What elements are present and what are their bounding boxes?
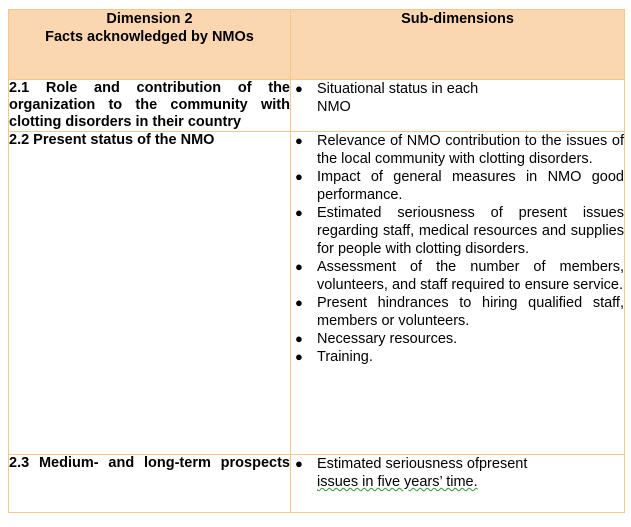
- header-dimension-subtitle: Facts acknowledged by NMOs: [45, 29, 254, 45]
- row-label: 2.3 Medium- and long-term prospects: [9, 455, 291, 513]
- row-subdimensions: [291, 455, 625, 513]
- list-item: [291, 455, 624, 491]
- row-label: 2.2 Present status of the NMO: [9, 132, 291, 455]
- table-row: [9, 132, 625, 455]
- list-item-text: Relevance of NMO contribution to the issues of the local community with clotting disorders.: [317, 133, 624, 167]
- header-dimension-title: Dimension 2: [106, 11, 193, 27]
- row-subdimensions: [291, 132, 625, 455]
- row-label: 2.1 Role and contribution of the organization to the community with clotting disorders in their country: [9, 80, 290, 130]
- list-item-text: Situational status in each NMO: [317, 81, 479, 115]
- list-item-text-continued: issues in five years’ time.: [317, 474, 478, 490]
- bullet-icon: ●: [295, 133, 303, 148]
- list-item-text: Estimated seriousness ofpresent: [317, 456, 528, 472]
- table-row: [9, 455, 625, 513]
- list-item-text: Training.: [317, 349, 373, 365]
- list-item: [291, 168, 624, 204]
- header-subdimensions: Sub-dimensions: [291, 10, 625, 80]
- row-subdimensions: [291, 80, 625, 132]
- bullet-icon: ●: [295, 331, 303, 346]
- bullet-icon: ●: [295, 456, 303, 471]
- list-item: [291, 258, 624, 294]
- list-item-text: Necessary resources.: [317, 331, 458, 347]
- bullet-icon: ●: [295, 295, 303, 310]
- bullet-icon: ●: [295, 169, 303, 184]
- header-dimension: [9, 10, 291, 80]
- table-row: [9, 80, 625, 132]
- bullet-icon: ●: [295, 205, 303, 220]
- list-item: [291, 348, 624, 366]
- list-item: [291, 204, 624, 258]
- header-row: [9, 10, 625, 80]
- list-item: [291, 294, 624, 330]
- dimension-table: [8, 9, 625, 513]
- list-item-text: Estimated seriousness of present issues regarding staff, medical resources and supplies for people with clotting disorders.: [317, 205, 624, 257]
- list-item-text: Impact of general measures in NMO good performance.: [317, 169, 624, 203]
- list-item: [291, 330, 624, 348]
- bullet-icon: ●: [295, 81, 303, 96]
- list-item: [291, 80, 624, 116]
- bullet-icon: ●: [295, 259, 303, 274]
- bullet-icon: ●: [295, 349, 303, 364]
- list-item-text: Assessment of the number of members, volunteers, and staff required to ensure service.: [317, 259, 624, 293]
- list-item: [291, 132, 624, 168]
- list-item-text: Present hindrances to hiring qualified staff, members or volunteers.: [317, 295, 624, 329]
